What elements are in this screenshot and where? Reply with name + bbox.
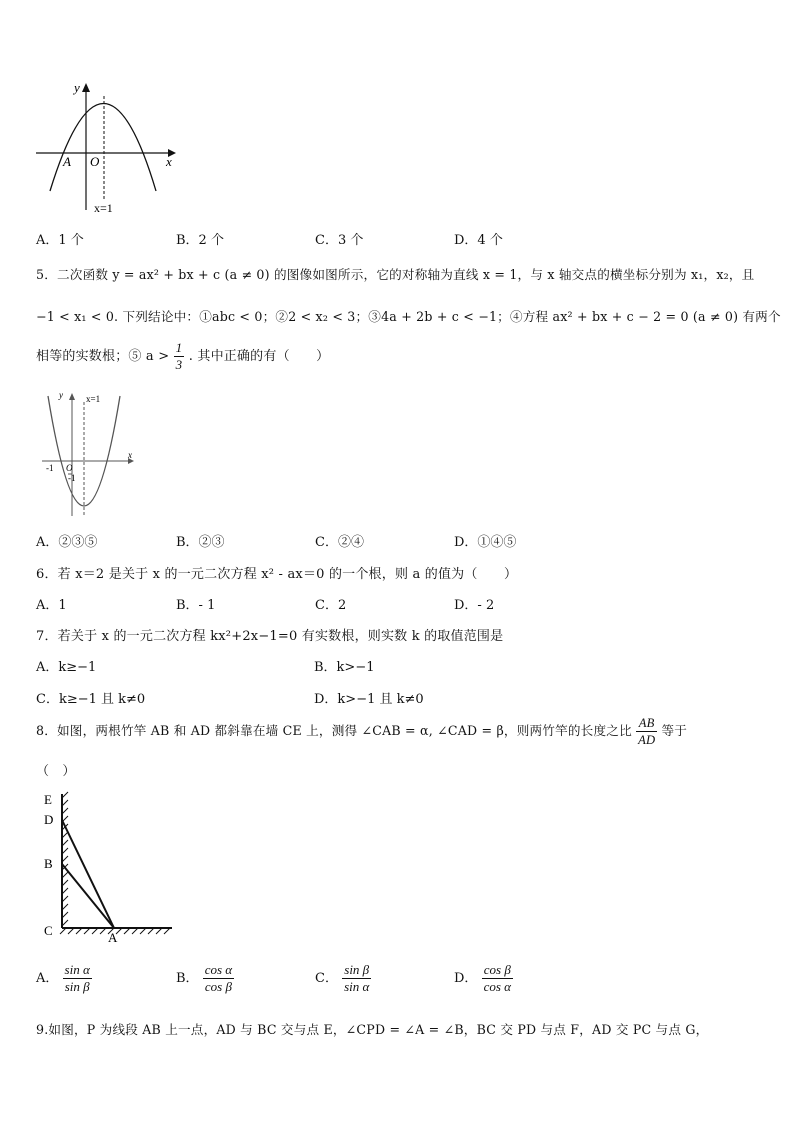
- q7-text: 7．若关于 x 的一元二次方程 kx²+2x−1=0 有实数根，则实数 k 的取值范围是: [36, 629, 504, 644]
- q9-text: 9.如图，P 为线段 AB 上一点，AD 与 BC 交与点 E，∠CPD = ∠A = ∠B，BC 交 PD 与点 F，AD 交 PC 与点 G，: [36, 1022, 709, 1037]
- figure-poles: [40, 788, 180, 946]
- q5-option-b[interactable]: B．②③: [176, 535, 225, 550]
- q8-frac-num: AB: [636, 715, 657, 732]
- q5-frac-den: 3: [175, 357, 183, 372]
- q8-option-c[interactable]: [315, 962, 371, 995]
- q5-option-a[interactable]: A．②③⑤: [36, 535, 98, 550]
- y-axis-label: y: [59, 390, 63, 400]
- q8-option-d-frac: [482, 962, 513, 995]
- q8-d-num: cos β: [482, 962, 513, 979]
- point-a-label: A: [63, 154, 71, 169]
- parabola-curve: [50, 104, 156, 192]
- q4-option-d[interactable]: D．4 个: [454, 233, 503, 248]
- symmetry-axis-label: x=1: [94, 201, 113, 215]
- q6-option-c[interactable]: C．2: [315, 598, 347, 613]
- q5-line-2: −1 < x₁ < 0. 下列结论中：①abc < 0；②2 < x₂ < 3；③4a + 2b + c < −1；④方程 ax² + bx + c − 2 = 0 (a ≠ 0) 有两个: [36, 309, 781, 324]
- figure-parabola-2: [40, 388, 140, 520]
- q8-option-a[interactable]: [36, 962, 92, 995]
- label-e: E: [44, 792, 52, 807]
- symmetry-axis-label: x=1: [86, 394, 101, 404]
- neg1-y-label: -1: [68, 473, 76, 483]
- q5-line-3-pre: 相等的实数根；⑤ a >: [36, 349, 170, 364]
- q8-c-den: sin α: [344, 979, 370, 994]
- label-c: C: [44, 923, 53, 938]
- q8-text-pre: 8．如图，两根竹竿 AB 和 AD 都斜靠在墙 CE 上，测得 ∠CAB = α, ∠CAD = β，则两竹竿的长度之比: [36, 723, 632, 738]
- q5-fraction: [174, 340, 185, 373]
- q7-option-a[interactable]: A．k≥−1: [36, 660, 97, 675]
- label-a: A: [108, 930, 118, 945]
- q8-option-a-label: A．: [36, 971, 59, 986]
- q8-option-b-label: B．: [176, 971, 199, 986]
- x-axis-label: x: [128, 450, 132, 460]
- origin-label: O: [66, 463, 73, 473]
- y-axis-arrow: [82, 83, 90, 92]
- q5-option-d[interactable]: D．①④⑤: [454, 535, 517, 550]
- q8-c-num: sin β: [342, 962, 371, 979]
- y-axis-label: y: [74, 80, 80, 95]
- label-d: D: [44, 812, 54, 827]
- q4-option-c[interactable]: C．3 个: [315, 233, 364, 248]
- q8-d-den: cos α: [483, 979, 511, 994]
- q8-answer-paren: （ ）: [36, 764, 76, 779]
- q5-line-1: 5．二次函数 y = ax² + bx + c (a ≠ 0) 的图像如图所示，它的对称轴为直线 x = 1，与 x 轴交点的横坐标分别为 x₁，x₂，且: [36, 267, 755, 282]
- q8-text: [36, 715, 687, 748]
- q8-option-d[interactable]: [454, 962, 513, 995]
- q8-option-b-frac: [203, 962, 234, 995]
- q8-text-post: 等于: [661, 723, 688, 738]
- q8-option-c-frac: [342, 962, 371, 995]
- q4-option-a[interactable]: A．1 个: [36, 233, 84, 248]
- q8-a-num: sin α: [64, 962, 90, 977]
- q7-option-b[interactable]: B．k>−1: [314, 660, 375, 675]
- q5-line-3-post: . 其中正确的有（ ）: [188, 349, 330, 364]
- q6-text: 6．若 x＝2 是关于 x 的一元二次方程 x² - ax＝0 的一个根，则 a 的值为（ ）: [36, 567, 518, 582]
- label-b: B: [44, 856, 53, 871]
- neg1-x-label: -1: [46, 463, 54, 473]
- q5-option-c[interactable]: C．②④: [315, 535, 364, 550]
- y-axis-arrow: [69, 393, 75, 400]
- origin-label: O: [90, 154, 100, 169]
- q6-option-a[interactable]: A．1: [36, 598, 67, 613]
- q4-option-b[interactable]: B．2 个: [176, 233, 224, 248]
- q7-option-c[interactable]: C．k≥−1 且 k≠0: [36, 692, 146, 707]
- figure-parabola-1: [34, 78, 184, 218]
- q6-option-b[interactable]: B．- 1: [176, 598, 216, 613]
- q5-line-3: [36, 340, 329, 373]
- q6-option-d[interactable]: D．- 2: [454, 598, 495, 613]
- q8-a-den: sin β: [64, 979, 90, 994]
- q8-option-a-frac: [63, 962, 92, 995]
- q7-option-d[interactable]: D．k>−1 且 k≠0: [314, 692, 424, 707]
- x-axis-label: x: [166, 154, 172, 169]
- q8-b-den: cos β: [204, 979, 232, 994]
- q8-fraction: [636, 715, 657, 748]
- q8-b-num: cos α: [204, 962, 233, 977]
- q5-frac-num: 1: [175, 340, 183, 355]
- q8-option-d-label: D．: [454, 971, 478, 986]
- q8-frac-den: AD: [638, 733, 656, 747]
- q8-option-b[interactable]: [176, 962, 234, 995]
- q8-option-c-label: C．: [315, 971, 338, 986]
